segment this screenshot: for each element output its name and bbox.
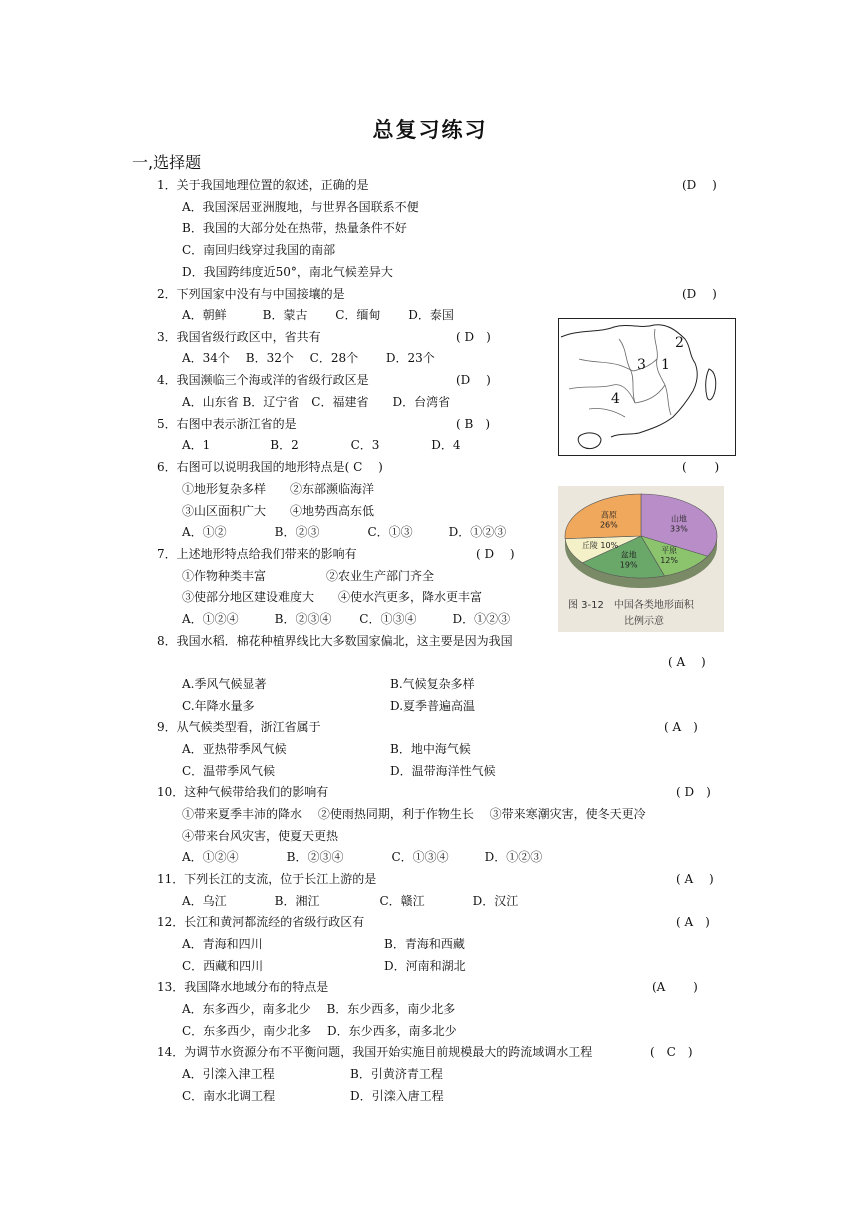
- question-stem: 11．下列长江的支流，位于长江上游的是: [157, 872, 377, 886]
- option: A．青海和四川: [182, 937, 263, 951]
- question-stem: 10．这种气候带给我们的影响有: [157, 785, 329, 799]
- option: ③山区面积广大 ④地势西高东低: [182, 504, 375, 518]
- map-label: 2: [675, 335, 684, 351]
- answer-mark: ( A ): [676, 915, 710, 929]
- option: B.气候复杂多样: [390, 677, 475, 691]
- answer-mark: ( D ): [676, 785, 711, 799]
- option: D．温带海洋性气候: [390, 764, 496, 778]
- option: A．山东省 B．辽宁省 C．福建省 D．台湾省: [182, 395, 451, 409]
- option: C．南水北调工程: [182, 1089, 276, 1103]
- option: A．我国深居亚洲腹地，与世界各国联系不便: [182, 200, 419, 214]
- option: C．东多西少，南少北多 D．东少西多，南多北少: [182, 1024, 457, 1038]
- option: D．引滦入唐工程: [350, 1089, 444, 1103]
- answer-mark: (D ): [682, 287, 717, 301]
- question-stem: 12．长江和黄河都流经的省级行政区有: [157, 915, 365, 929]
- option: D．我国跨纬度近50°，南北气候差异大: [182, 265, 393, 279]
- option: A．①② B．②③ C．①③ D．①②③: [182, 525, 507, 539]
- question-stem: 3．我国省级行政区中，省共有: [157, 330, 321, 344]
- option: D.夏季普遍高温: [390, 699, 476, 713]
- map-label: 1: [661, 357, 670, 373]
- question-stem: 8．我国水稻．棉花种植界线比大多数国家偏北，这主要是因为我国: [157, 634, 513, 648]
- option: ①作物种类丰富 ②农业生产部门齐全: [182, 569, 435, 583]
- option: ④带来台风灾害，使夏天更热: [182, 829, 339, 843]
- option: C．南回归线穿过我国的南部: [182, 243, 336, 257]
- answer-mark: (D ): [682, 178, 717, 192]
- option: B．我国的大部分处在热带，热量条件不好: [182, 221, 407, 235]
- answer-mark: (A ): [652, 980, 698, 994]
- chart-caption: 比例示意: [624, 616, 664, 627]
- option: A．1 B．2 C．3 D．4: [182, 438, 461, 452]
- option: B．地中海气候: [390, 742, 471, 756]
- answer-mark: ( D ): [476, 547, 515, 561]
- option: A．①②④ B．②③④ C．①③④ D．①②③: [182, 612, 511, 626]
- answer-mark: ( D ): [456, 330, 491, 344]
- option: A.季风气候显著: [182, 677, 267, 691]
- option: A．朝鲜 B．蒙古 C．缅甸 D．泰国: [182, 308, 454, 322]
- option: A．乌江 B．湘江 C．赣江 D．汉江: [182, 894, 519, 908]
- option: A．东多西少，南多北少 B．东少西多，南少北多: [182, 1002, 456, 1016]
- pie-slice-label: 山地: [670, 514, 687, 524]
- chart-caption: 图 3-12 中国各类地形面积: [568, 600, 694, 611]
- answer-mark: ( A ): [676, 872, 714, 886]
- option: C．温带季风气候: [182, 764, 276, 778]
- terrain-pie-chart: [558, 486, 724, 632]
- pie-slice-label: 盆地: [620, 550, 637, 560]
- question-stem: 6．右图可以说明我国的地形特点是( C ): [157, 460, 383, 474]
- option: A．34个 B．32个 C．28个 D．23个: [182, 351, 435, 365]
- question-stem: 4．我国濒临三个海或洋的省级行政区是: [157, 373, 369, 387]
- answer-mark: (D ): [456, 373, 491, 387]
- question-stem: 13．我国降水地域分布的特点是: [157, 980, 329, 994]
- pie-slice-label: 12%: [660, 555, 678, 565]
- page-title: 总复习练习: [372, 118, 488, 142]
- option: ①地形复杂多样 ②东部濒临海洋: [182, 482, 375, 496]
- map-label: 3: [637, 357, 646, 373]
- answer-mark: ( A ): [668, 655, 706, 669]
- answer-mark: ( C ): [650, 1045, 693, 1059]
- option: D．河南和湖北: [384, 959, 466, 973]
- option: C．西藏和四川: [182, 959, 264, 973]
- answer-mark: ( A ): [664, 720, 698, 734]
- pie-chart-svg: [558, 486, 724, 632]
- question-stem: 1．关于我国地理位置的叙述，正确的是: [157, 178, 369, 192]
- pie-slice-label: 19%: [619, 560, 638, 570]
- map-drawing: [559, 319, 735, 455]
- question-stem: 2．下列国家中没有与中国接壤的是: [157, 287, 345, 301]
- pie-slice-label: 26%: [599, 520, 618, 530]
- southeast-china-map: [558, 318, 736, 456]
- pie-slice-label: 高原: [600, 510, 617, 520]
- option: B．引黄济青工程: [350, 1067, 443, 1081]
- option: ①带来夏季丰沛的降水 ②使雨热同期，利于作物生长 ③带来寒潮灾害，使冬天更冷: [182, 807, 646, 821]
- pie-slice-label: 丘陵 10%: [581, 540, 619, 550]
- pie-slice-label: 33%: [670, 524, 688, 534]
- pie-slice-label: 平原: [661, 545, 678, 555]
- question-stem: 9．从气候类型看，浙江省属于: [157, 720, 321, 734]
- question-stem: 7．上述地形特点给我们带来的影响有: [157, 547, 357, 561]
- option: A．引滦入津工程: [182, 1067, 275, 1081]
- question-stem: 5．右图中表示浙江省的是: [157, 417, 297, 431]
- answer-mark: ( ): [682, 460, 720, 474]
- answer-mark: ( B ): [456, 417, 490, 431]
- option: C.年降水量多: [182, 699, 255, 713]
- option: A．亚热带季风气候: [182, 742, 287, 756]
- section-heading: 一,选择题: [132, 153, 202, 172]
- map-label: 4: [611, 391, 620, 407]
- option: A．①②④ B．②③④ C．①③④ D．①②③: [182, 850, 543, 864]
- option: B．青海和西藏: [384, 937, 465, 951]
- question-stem: 14．为调节水资源分布不平衡问题，我国开始实施目前规模最大的跨流域调水工程: [157, 1045, 593, 1059]
- option: ③使部分地区建设难度大 ④使水汽更多，降水更丰富: [182, 590, 483, 604]
